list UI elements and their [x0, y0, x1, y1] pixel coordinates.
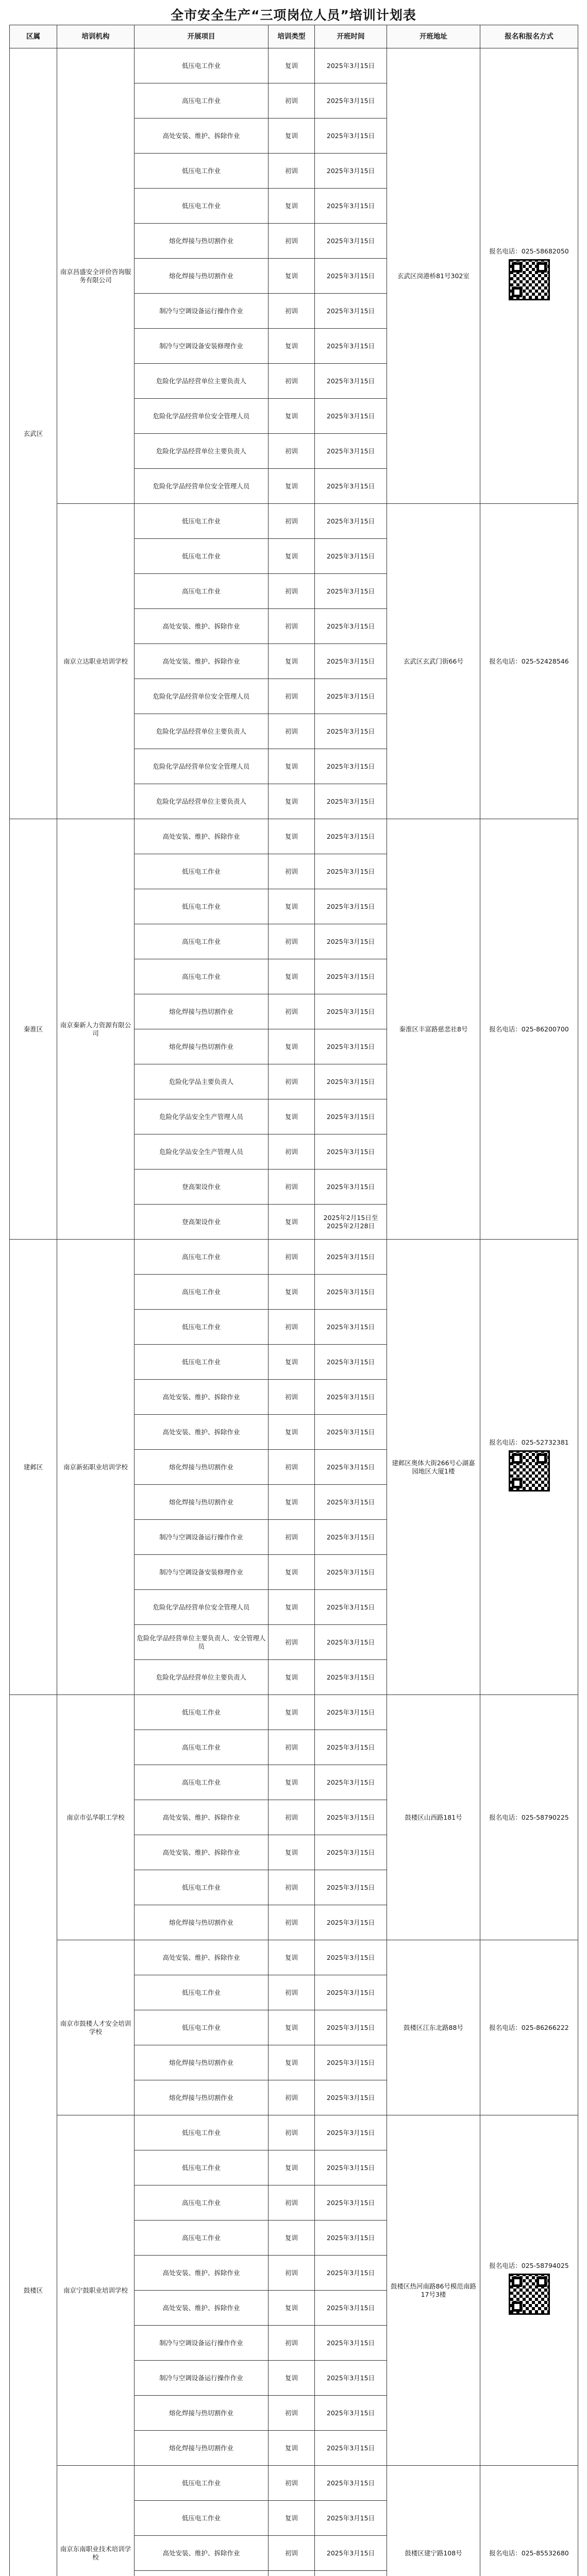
project-cell: 低压电工作业: [135, 1345, 269, 1380]
type-cell: 初训: [269, 574, 315, 609]
table-row: [10, 819, 578, 854]
type-cell: 初训: [269, 854, 315, 889]
type-cell: 复训: [269, 399, 315, 434]
header-contact: 报名和报名方式: [480, 25, 578, 48]
time-cell: 2025年3月15日: [315, 2501, 387, 2536]
contact-cell: [480, 1695, 578, 1940]
time-cell: 2025年3月15日: [315, 2396, 387, 2431]
type-cell: 初训: [269, 1905, 315, 1940]
time-cell: 2025年3月15日: [315, 749, 387, 784]
table-row: [10, 1695, 578, 1730]
address-cell: 建邺区奥体大街266号心湖嘉园地区大厦1楼: [387, 1240, 480, 1695]
contact-cell: [480, 48, 578, 504]
type-cell: 复训: [269, 959, 315, 994]
project-cell: 高压电工作业: [135, 1240, 269, 1275]
time-cell: 2025年3月15日: [315, 2115, 387, 2150]
project-cell: 制冷与空调设备安装修理作业: [135, 329, 269, 364]
type-cell: 复训: [269, 1590, 315, 1625]
time-cell: [315, 2571, 387, 2576]
project-cell: 高处安装、维护、拆除作业: [135, 1380, 269, 1415]
project-cell: 制冷与空调设备运行操作作业: [135, 2361, 269, 2396]
project-cell: 熔化焊接与热切割作业: [135, 2080, 269, 2115]
org-cell: 南京市弘华职工学校: [57, 1695, 135, 1940]
time-cell: 2025年3月15日: [315, 434, 387, 469]
project-cell: 熔化焊接与热切割作业: [135, 2431, 269, 2466]
project-cell: 高处安装、维护、拆除作业: [135, 1940, 269, 1975]
table-row: [10, 2115, 578, 2150]
project-cell: 高处安装、维护、拆除作业: [135, 118, 269, 154]
project-cell: 低压电工作业: [135, 854, 269, 889]
project-cell: 熔化焊接与热切割作业: [135, 1450, 269, 1485]
contact-cell: [480, 504, 578, 819]
time-cell: 2025年3月15日: [315, 1695, 387, 1730]
project-cell: 危险化学品安全生产管理人员: [135, 1134, 269, 1170]
time-cell: 2025年3月15日: [315, 644, 387, 679]
project-cell: 熔化焊接与热切割作业: [135, 1029, 269, 1064]
project-cell: 危险化学品经营单位主要负责人: [135, 364, 269, 399]
qr-code-icon: [509, 1450, 550, 1492]
project-cell: 高压电工作业: [135, 924, 269, 959]
time-cell: 2025年3月15日: [315, 154, 387, 189]
type-cell: 复训: [269, 539, 315, 574]
project-cell: 危险化学品经营单位安全管理人员: [135, 399, 269, 434]
type-cell: 初训: [269, 679, 315, 714]
type-cell: 初训: [269, 2185, 315, 2221]
type-cell: 初训: [269, 1064, 315, 1099]
project-cell: 低压电工作业: [135, 539, 269, 574]
type-cell: 初训: [269, 1310, 315, 1345]
org-cell: 南京立达职业培训学校: [57, 504, 135, 819]
district-cell: 玄武区: [10, 48, 57, 819]
type-cell: 复训: [269, 1415, 315, 1450]
type-cell: 复训: [269, 749, 315, 784]
type-cell: 初训: [269, 1625, 315, 1660]
org-cell: 南京昌盛安全评价咨询服务有限公司: [57, 48, 135, 504]
time-cell: 2025年3月15日: [315, 118, 387, 154]
contact-text: 报名电话：025-52428546: [489, 657, 569, 665]
project-cell: 低压电工作业: [135, 154, 269, 189]
time-cell: 2025年3月15日: [315, 1345, 387, 1380]
time-cell: 2025年3月15日: [315, 1450, 387, 1485]
time-cell: 2025年3月15日: [315, 1835, 387, 1870]
type-cell: 初训: [269, 1134, 315, 1170]
time-cell: 2025年3月15日: [315, 2045, 387, 2080]
type-cell: 初训: [269, 714, 315, 749]
type-cell: 复训: [269, 2361, 315, 2396]
project-cell: 危险化学品经营单位主要负责人、安全管理人员: [135, 1625, 269, 1660]
project-cell: 高压电工作业: [135, 1275, 269, 1310]
time-cell: 2025年3月15日: [315, 469, 387, 504]
time-cell: 2025年3月15日: [315, 1064, 387, 1099]
type-cell: 初训: [269, 224, 315, 259]
time-cell: 2025年3月15日: [315, 2361, 387, 2396]
project-cell: 制冷与空调设备运行操作作业: [135, 1520, 269, 1555]
project-cell: 危险化学品经营单位安全管理人员: [135, 749, 269, 784]
contact-cell: [480, 1240, 578, 1695]
training-plan-table-wrapper: [9, 25, 578, 2576]
address-cell: 玄武区玄武门街66号: [387, 504, 480, 819]
project-cell: 高处安装、维护、拆除作业: [135, 2256, 269, 2291]
time-cell: 2025年3月15日: [315, 2291, 387, 2326]
project-cell: 低压电工作业: [135, 2501, 269, 2536]
time-cell: 2025年3月15日: [315, 2256, 387, 2291]
org-cell: 南京新拓职业培训学校: [57, 1240, 135, 1695]
address-cell: 鼓楼区热河南路86号模范南路17号3楼: [387, 2115, 480, 2466]
project-cell: 登高架设作业: [135, 1205, 269, 1240]
type-cell: 初训: [269, 2080, 315, 2115]
type-cell: 初训: [269, 2536, 315, 2571]
project-cell: 熔化焊接与热切割作业: [135, 259, 269, 294]
org-cell: 南京宁鼓职业培训学校: [57, 2115, 135, 2466]
address-cell: 鼓楼区山西路181号: [387, 1695, 480, 1940]
type-cell: 初训: [269, 1450, 315, 1485]
contact-text: 报名电话：025-58794025: [489, 2261, 569, 2269]
type-cell: 复训: [269, 1765, 315, 1800]
project-cell: 低压电工作业: [135, 2466, 269, 2501]
header-org: 培训机构: [57, 25, 135, 48]
contact-cell: [480, 2115, 578, 2466]
header-address: 开班地址: [387, 25, 480, 48]
project-cell: 熔化焊接与热切割作业: [135, 2045, 269, 2080]
type-cell: 复训: [269, 1029, 315, 1064]
type-cell: 初训: [269, 2256, 315, 2291]
project-cell: 高处安装、维护、拆除作业: [135, 2291, 269, 2326]
time-cell: 2025年3月15日: [315, 2431, 387, 2466]
time-cell: 2025年3月15日: [315, 1029, 387, 1064]
type-cell: 复训: [269, 1695, 315, 1730]
time-cell: 2025年3月15日: [315, 574, 387, 609]
time-cell: 2025年3月15日: [315, 784, 387, 819]
type-cell: 复训: [269, 819, 315, 854]
time-cell: 2025年3月15日: [315, 1134, 387, 1170]
time-cell: 2025年3月15日: [315, 1975, 387, 2010]
qr-corner-marker: [512, 2301, 522, 2312]
address-cell: 玄武区岗港桥81号302室: [387, 48, 480, 504]
address-cell: 鼓楼区江东北路88号: [387, 1940, 480, 2115]
type-cell: 复训: [269, 2501, 315, 2536]
time-cell: 2025年3月15日: [315, 539, 387, 574]
qr-code-icon: [509, 2274, 550, 2315]
project-cell: 危险化学品经营单位主要负责人: [135, 1660, 269, 1695]
time-cell: 2025年3月15日: [315, 1800, 387, 1835]
table-body: [10, 48, 578, 2576]
project-cell: 低压电工作业: [135, 2115, 269, 2150]
time-cell: 2025年3月15日: [315, 1170, 387, 1205]
project-cell: 熔化焊接与热切割作业: [135, 1485, 269, 1520]
type-cell: 初训: [269, 609, 315, 644]
project-cell: 熔化焊接与热切割作业: [135, 1905, 269, 1940]
time-cell: 2025年3月15日: [315, 2466, 387, 2501]
type-cell: 初训: [269, 2115, 315, 2150]
time-cell: 2025年3月15日: [315, 399, 387, 434]
type-cell: 复训: [269, 784, 315, 819]
time-cell: 2025年3月15日: [315, 2010, 387, 2045]
time-cell: 2025年3月15日: [315, 1485, 387, 1520]
header-type: 培训类型: [269, 25, 315, 48]
type-cell: 初训: [269, 83, 315, 118]
time-cell: 2025年3月15日: [315, 1380, 387, 1415]
project-cell: 熔化焊接与热切割作业: [135, 224, 269, 259]
time-cell: 2025年3月15日: [315, 1520, 387, 1555]
contact-cell: [480, 819, 578, 1240]
type-cell: 初训: [269, 1730, 315, 1765]
time-cell: 2025年3月15日: [315, 679, 387, 714]
time-cell: 2025年3月15日: [315, 1275, 387, 1310]
contact-cell: [480, 1940, 578, 2115]
project-cell: 高压电工作业: [135, 83, 269, 118]
contact-text: 报名电话：025-85532680: [489, 2549, 569, 2557]
time-cell: 2025年3月15日: [315, 1765, 387, 1800]
time-cell: 2025年3月15日: [315, 259, 387, 294]
time-cell: 2025年3月15日: [315, 48, 387, 83]
project-cell: 低压电工作业: [135, 48, 269, 83]
contact-text: 报名电话：025-58682050: [489, 247, 569, 255]
time-cell: 2025年3月15日: [315, 364, 387, 399]
time-cell: 2025年3月15日: [315, 2150, 387, 2185]
time-cell: 2025年3月15日: [315, 714, 387, 749]
project-cell: 低压电工作业: [135, 2150, 269, 2185]
time-cell: 2025年3月15日: [315, 959, 387, 994]
project-cell: 制冷与空调设备运行操作作业: [135, 2326, 269, 2361]
project-cell: 危险化学品经营单位安全管理人员: [135, 1590, 269, 1625]
type-cell: 复训: [269, 889, 315, 924]
table-row: [10, 1240, 578, 1275]
type-cell: 初训: [269, 1170, 315, 1205]
project-cell: 高压电工作业: [135, 2185, 269, 2221]
project-cell: 高压电工作业: [135, 959, 269, 994]
project-cell: 高处安装、维护、拆除作业: [135, 819, 269, 854]
type-cell: 复训: [269, 644, 315, 679]
type-cell: 初训: [269, 1520, 315, 1555]
type-cell: 初训: [269, 154, 315, 189]
type-cell: 复训: [269, 48, 315, 83]
project-cell: 低压电工作业: [135, 1975, 269, 2010]
type-cell: 初训: [269, 1800, 315, 1835]
org-cell: 南京东南职业技术培训学校: [57, 2466, 135, 2576]
time-cell: 2025年2月15日至2025年2月28日: [315, 1205, 387, 1240]
contact-cell: [480, 2466, 578, 2576]
type-cell: 复训: [269, 2431, 315, 2466]
type-cell: 复训: [269, 2010, 315, 2045]
type-cell: 复训: [269, 329, 315, 364]
type-cell: 复训: [269, 259, 315, 294]
time-cell: 2025年3月15日: [315, 2221, 387, 2256]
project-cell: 危险化学品经营单位安全管理人员: [135, 679, 269, 714]
contact-text: 报名电话：025-86266222: [489, 2023, 569, 2031]
district-cell: 鼓楼区: [10, 1695, 57, 2576]
type-cell: 复训: [269, 1555, 315, 1590]
project-cell: 高压电工作业: [135, 1730, 269, 1765]
time-cell: 2025年3月15日: [315, 83, 387, 118]
type-cell: 复训: [269, 1345, 315, 1380]
time-cell: 2025年3月15日: [315, 1625, 387, 1660]
contact-text: 报名电话：025-52732381: [489, 1438, 569, 1446]
page-title: 全市安全生产“三项岗位人员”培训计划表: [171, 8, 416, 23]
time-cell: 2025年3月15日: [315, 294, 387, 329]
project-cell: 危险化学品经营单位主要负责人: [135, 784, 269, 819]
type-cell: 初训: [269, 2396, 315, 2431]
type-cell: 复训: [269, 1099, 315, 1134]
time-cell: 2025年3月15日: [315, 224, 387, 259]
project-cell: 高处安装、维护、拆除作业: [135, 644, 269, 679]
project-cell: 高处安装、维护、拆除作业: [135, 1835, 269, 1870]
time-cell: 2025年3月15日: [315, 1240, 387, 1275]
time-cell: 2025年3月15日: [315, 1099, 387, 1134]
address-cell: 鼓楼区建宁路108号: [387, 2466, 480, 2576]
project-cell: 高压电工作业: [135, 1765, 269, 1800]
project-cell: 高处安装、维护、拆除作业: [135, 1800, 269, 1835]
time-cell: 2025年3月15日: [315, 1870, 387, 1905]
type-cell: [269, 2571, 315, 2576]
org-cell: 南京市鼓楼人才安全培训学校: [57, 1940, 135, 2115]
type-cell: 复训: [269, 1275, 315, 1310]
project-cell: 低压电工作业: [135, 1870, 269, 1905]
type-cell: 初训: [269, 2326, 315, 2361]
contact-text: 报名电话：025-86200700: [489, 1025, 569, 1033]
project-cell: 高处安装、维护、拆除作业: [135, 2536, 269, 2571]
type-cell: 初训: [269, 1240, 315, 1275]
project-cell: 制冷与空调设备安装修理作业: [135, 1555, 269, 1590]
time-cell: 2025年3月15日: [315, 2185, 387, 2221]
time-cell: 2025年3月15日: [315, 819, 387, 854]
header-district: 区属: [10, 25, 57, 48]
time-cell: 2025年3月15日: [315, 2080, 387, 2115]
header-time: 开班时间: [315, 25, 387, 48]
time-cell: 2025年3月15日: [315, 1940, 387, 1975]
project-cell: 低压电工作业: [135, 2010, 269, 2045]
type-cell: 初训: [269, 2466, 315, 2501]
time-cell: 2025年3月15日: [315, 609, 387, 644]
time-cell: 2025年3月15日: [315, 1905, 387, 1940]
project-cell: 高压电工作业: [135, 574, 269, 609]
district-cell: 建邺区: [10, 1240, 57, 1695]
training-plan-table: [9, 25, 578, 2576]
type-cell: 初训: [269, 294, 315, 329]
type-cell: 复训: [269, 2045, 315, 2080]
table-row: [10, 48, 578, 83]
qr-corner-marker: [512, 287, 522, 297]
type-cell: 复训: [269, 1835, 315, 1870]
time-cell: 2025年3月15日: [315, 1555, 387, 1590]
project-cell: [135, 2571, 269, 2576]
type-cell: 初训: [269, 434, 315, 469]
project-cell: 制冷与空调设备运行操作作业: [135, 294, 269, 329]
district-cell: 秦淮区: [10, 819, 57, 1240]
project-cell: 熔化焊接与热切割作业: [135, 994, 269, 1029]
time-cell: 2025年3月15日: [315, 1730, 387, 1765]
type-cell: 复训: [269, 2291, 315, 2326]
project-cell: 高压电工作业: [135, 2221, 269, 2256]
time-cell: 2025年3月15日: [315, 924, 387, 959]
project-cell: 熔化焊接与热切割作业: [135, 2396, 269, 2431]
project-cell: 危险化学品经营单位安全管理人员: [135, 469, 269, 504]
time-cell: 2025年3月15日: [315, 889, 387, 924]
type-cell: 初训: [269, 924, 315, 959]
project-cell: 危险化学品经营单位主要负责人: [135, 714, 269, 749]
table-row: [10, 1940, 578, 1975]
project-cell: 危险化学品主要负责人: [135, 1064, 269, 1099]
type-cell: 复训: [269, 2221, 315, 2256]
time-cell: 2025年3月15日: [315, 2326, 387, 2361]
address-cell: 秦淮区丰富路慈悲社8号: [387, 819, 480, 1240]
time-cell: 2025年3月15日: [315, 1415, 387, 1450]
header-row: [10, 25, 578, 48]
table-row: [10, 2466, 578, 2501]
project-cell: 高处安装、维护、拆除作业: [135, 609, 269, 644]
type-cell: 初训: [269, 1380, 315, 1415]
time-cell: 2025年3月15日: [315, 189, 387, 224]
type-cell: 初训: [269, 994, 315, 1029]
time-cell: 2025年3月15日: [315, 1310, 387, 1345]
project-cell: 低压电工作业: [135, 1695, 269, 1730]
project-cell: 低压电工作业: [135, 889, 269, 924]
type-cell: 复训: [269, 1660, 315, 1695]
type-cell: 复训: [269, 469, 315, 504]
header-project: 开展项目: [135, 25, 269, 48]
table-row: [10, 504, 578, 539]
type-cell: 初训: [269, 1870, 315, 1905]
time-cell: 2025年3月15日: [315, 2536, 387, 2571]
contact-text: 报名电话：025-58790225: [489, 1813, 569, 1821]
type-cell: 初训: [269, 504, 315, 539]
type-cell: 复训: [269, 1485, 315, 1520]
type-cell: 初训: [269, 1975, 315, 2010]
project-cell: 登高架设作业: [135, 1170, 269, 1205]
type-cell: 复训: [269, 1205, 315, 1240]
time-cell: 2025年3月15日: [315, 1660, 387, 1695]
type-cell: 复训: [269, 189, 315, 224]
qr-code-icon: [509, 259, 550, 300]
type-cell: 复训: [269, 1940, 315, 1975]
time-cell: 2025年3月15日: [315, 994, 387, 1029]
project-cell: 危险化学品经营单位主要负责人: [135, 434, 269, 469]
type-cell: 复训: [269, 2150, 315, 2185]
time-cell: 2025年3月15日: [315, 329, 387, 364]
qr-corner-marker: [512, 1478, 522, 1488]
project-cell: 危险化学品安全生产管理人员: [135, 1099, 269, 1134]
project-cell: 低压电工作业: [135, 1310, 269, 1345]
time-cell: 2025年3月15日: [315, 1590, 387, 1625]
org-cell: 南京秦新人力资源有限公司: [57, 819, 135, 1240]
type-cell: 初训: [269, 364, 315, 399]
time-cell: 2025年3月15日: [315, 854, 387, 889]
project-cell: 低压电工作业: [135, 189, 269, 224]
type-cell: 复训: [269, 118, 315, 154]
project-cell: 低压电工作业: [135, 504, 269, 539]
time-cell: 2025年3月15日: [315, 504, 387, 539]
project-cell: 高处安装、维护、拆除作业: [135, 1415, 269, 1450]
